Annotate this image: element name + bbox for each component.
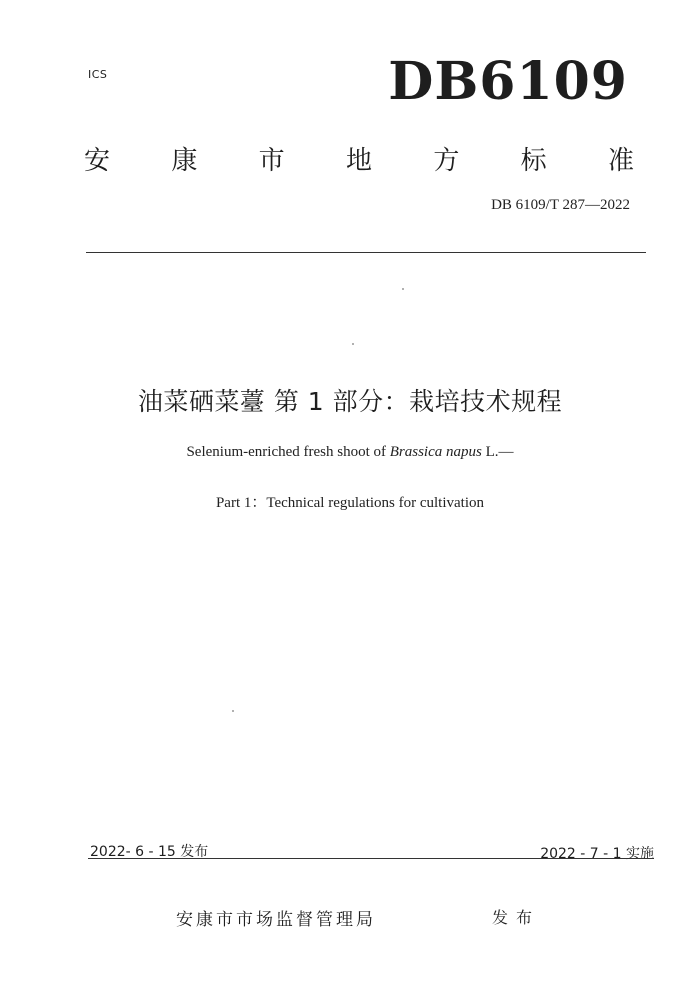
standard-type-char: 市	[258, 146, 285, 176]
scan-speck	[352, 343, 354, 345]
standard-type	[84, 140, 634, 177]
ics-label: ICS	[88, 68, 108, 81]
scan-speck	[402, 288, 404, 290]
standard-number: DB 6109/T 287—2022	[491, 197, 630, 213]
implementation-date: 2022 - 7 - 1 实施	[540, 846, 654, 862]
footer-divider	[88, 858, 654, 859]
scan-speck	[232, 710, 234, 712]
standard-type-char: 标	[520, 146, 547, 176]
document-title-english-line2: Part 1：Technical regulations for cultivation	[215, 495, 485, 511]
title-english-prefix: Selenium-enriched fresh shoot of	[186, 444, 390, 460]
standard-type-char: 方	[433, 146, 460, 176]
standard-type-char: 安	[84, 146, 111, 176]
title-english-suffix: L.—	[481, 444, 514, 460]
standard-type-char: 准	[607, 146, 634, 176]
header-divider	[86, 252, 646, 253]
document-title-chinese: 油菜硒菜薹 第 1 部分：栽培技术规程	[137, 387, 563, 416]
standard-type-char: 地	[345, 146, 372, 176]
issuing-authority: 安康市市场监督管理局	[176, 910, 376, 930]
document-title-english-line1	[0, 444, 700, 461]
title-english-species: Brassica napus	[389, 444, 482, 460]
issue-date: 2022- 6 - 15 发布	[90, 844, 209, 860]
standard-code: DB6109	[388, 51, 628, 112]
issue-word: 发布	[492, 908, 541, 927]
standard-type-char: 康	[171, 146, 198, 176]
